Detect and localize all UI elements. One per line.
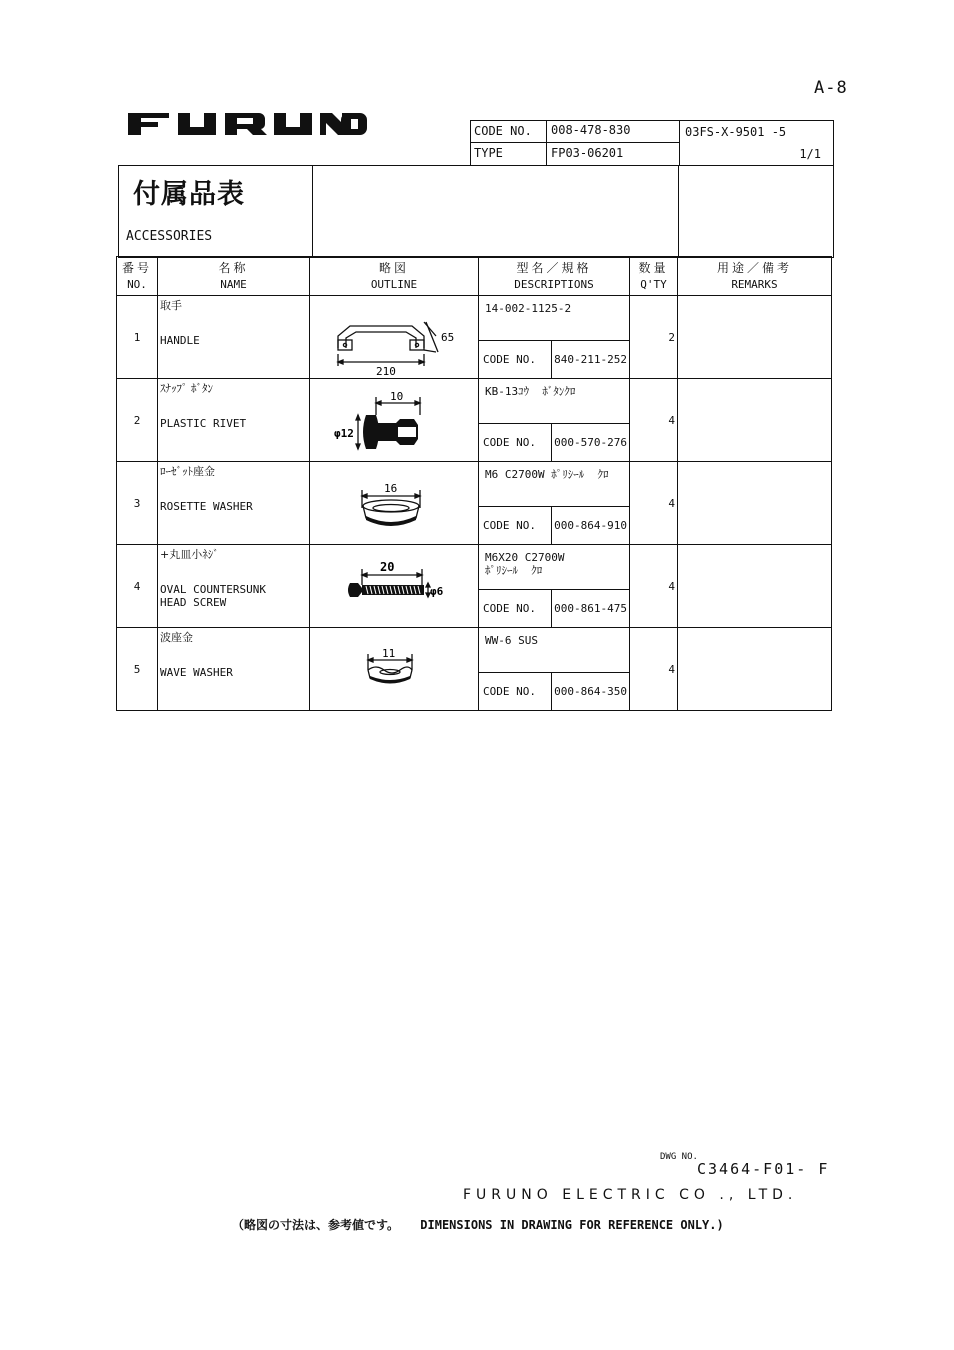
furuno-logo <box>128 113 369 135</box>
item-remarks <box>678 462 832 545</box>
dim-label: 11 <box>382 647 396 660</box>
table-row <box>117 296 832 379</box>
sheet-number: 1/1 <box>799 147 821 161</box>
col-remarks: 用途／備考 REMARKS <box>678 257 832 296</box>
item-name-en: ROSETTE WASHER <box>160 500 253 513</box>
item-qty: 4 <box>630 628 678 711</box>
footnote-en: DIMENSIONS IN DRAWING FOR REFERENCE ONLY.) <box>420 1218 724 1232</box>
item-spec: M6 C2700W ﾎﾟﾘｼｰﾙ ｸﾛ <box>485 468 609 481</box>
col-outline: 略図 OUTLINE <box>310 257 479 296</box>
wave-washer-drawing <box>310 628 479 710</box>
item-qty: 4 <box>630 462 678 545</box>
company-name: FURUNO ELECTRIC CO ., LTD. <box>463 1187 798 1203</box>
code-label: CODE NO. <box>483 353 536 366</box>
item-remarks <box>678 545 832 628</box>
code-label: CODE NO. <box>474 124 532 138</box>
item-spec: M6X20 C2700W ﾎﾟﾘｼｰﾙ ｸﾛ <box>485 551 565 577</box>
rosette-washer-drawing <box>310 462 479 544</box>
dim-label: φ12 <box>334 427 354 440</box>
item-code: 000-861-475 <box>551 590 629 627</box>
item-name-jp: ﾛｰｾﾞｯﾄ座金 <box>160 465 215 478</box>
item-remarks <box>678 296 832 379</box>
item-name-en: HANDLE <box>160 334 200 347</box>
item-name-jp: +丸皿小ﾈｼﾞ <box>160 548 219 561</box>
col-descriptions: 型名／規格 DESCRIPTIONS <box>479 257 630 296</box>
item-spec: WW-6 SUS <box>485 634 538 647</box>
item-name-en: PLASTIC RIVET <box>160 417 247 430</box>
item-name-jp: 取手 <box>160 299 182 312</box>
dim-label: φ6 <box>430 585 444 598</box>
accessories-table <box>116 256 832 711</box>
item-code: 000-864-350 <box>551 673 629 710</box>
item-spec: KB-13ｺｳ ﾎﾞﾀﾝｸﾛ <box>485 385 576 398</box>
code-label: CODE NO. <box>483 602 536 615</box>
item-name-jp: 波座金 <box>160 631 193 644</box>
item-spec: 14-002-1125-2 <box>485 302 572 315</box>
table-header <box>117 257 832 296</box>
screw-drawing <box>310 545 479 627</box>
type-value: FP03-06201 <box>551 146 624 160</box>
item-name-en: OVAL COUNTERSUNK HEAD SCREW <box>160 583 266 609</box>
table-row <box>117 462 832 545</box>
doc-number: 03FS-X-9501 -5 <box>685 125 787 139</box>
item-remarks <box>678 628 832 711</box>
code-value: 008-478-830 <box>551 123 631 137</box>
item-qty: 4 <box>630 379 678 462</box>
title-en: ACCESSORIES <box>126 229 213 244</box>
footnote-jp: （略図の寸法は、参考値です。 <box>232 1218 400 1232</box>
dwg-number: C3464-F01- F <box>697 1160 830 1178</box>
rivet-drawing <box>310 379 479 461</box>
dim-label: 210 <box>376 365 396 378</box>
code-label: CODE NO. <box>483 519 536 532</box>
item-code: 840-211-252 <box>551 341 629 378</box>
dim-label: 10 <box>390 390 404 403</box>
title-jp: 付属品表 <box>133 179 245 210</box>
item-name-jp: ｽﾅｯﾌﾟ ﾎﾞﾀﾝ <box>160 382 213 395</box>
dwg-label: DWG NO. <box>660 1152 698 1162</box>
page-number: A-8 <box>814 78 848 98</box>
table-row <box>117 379 832 462</box>
header-block <box>470 120 834 166</box>
item-qty: 4 <box>630 545 678 628</box>
item-qty: 2 <box>630 296 678 379</box>
code-label: CODE NO. <box>483 685 536 698</box>
item-code: 000-864-910 <box>551 507 629 544</box>
title-frame <box>118 165 834 258</box>
item-no: 2 <box>117 379 158 462</box>
dim-label: 20 <box>380 560 395 574</box>
code-label: CODE NO. <box>483 436 536 449</box>
item-name-en: WAVE WASHER <box>160 666 233 679</box>
table-row <box>117 545 832 628</box>
item-no: 1 <box>117 296 158 379</box>
col-qty: 数量 Q'TY <box>630 257 678 296</box>
item-no: 4 <box>117 545 158 628</box>
item-remarks <box>678 379 832 462</box>
handle-drawing <box>310 296 479 378</box>
col-name: 名称 NAME <box>158 257 310 296</box>
item-code: 000-570-276 <box>551 424 629 461</box>
table-row <box>117 628 832 711</box>
item-no: 3 <box>117 462 158 545</box>
item-no: 5 <box>117 628 158 711</box>
dim-label: 16 <box>384 482 398 495</box>
col-no: 番号 NO. <box>117 257 158 296</box>
dim-label: 65 <box>441 331 455 344</box>
footnote <box>232 1216 724 1233</box>
type-label: TYPE <box>474 146 503 160</box>
